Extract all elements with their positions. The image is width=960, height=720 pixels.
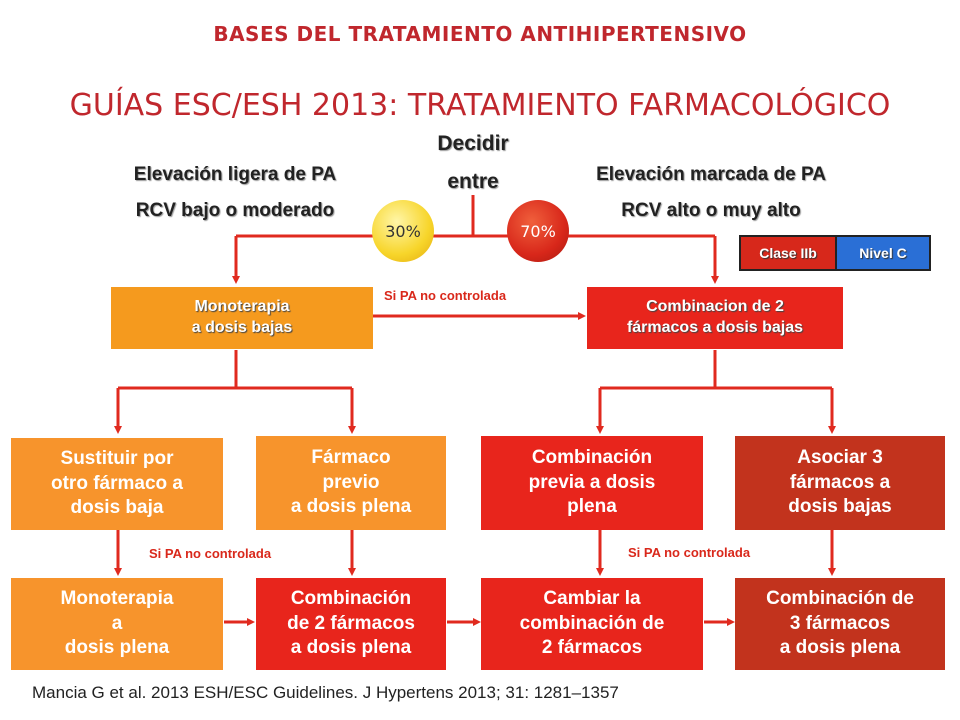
left-branch-line2: RCV bajo o moderado (135, 200, 335, 221)
right-branch-line1: Elevación marcada de PA (596, 164, 826, 185)
right-branch-line2: RCV alto o muy alto (621, 200, 801, 221)
decision-line2: entre (447, 170, 499, 193)
percent-70-circle: 70% (507, 200, 569, 262)
previous-drug-full-dose-box: Fármaco previo a dosis plena (256, 436, 446, 530)
monotherapy-low-dose-box: Monoterapia a dosis bajas (111, 287, 373, 349)
note-not-controlled-right: Si PA no controlada (628, 545, 751, 560)
evidence-class-badge: Clase IIb (739, 235, 837, 271)
decision-line1: Decidir (437, 132, 509, 155)
previous-combination-full-dose-box: Combinación previa a dosis plena (481, 436, 703, 530)
note-not-controlled-left: Si PA no controlada (149, 546, 272, 561)
left-branch-line1: Elevación ligera de PA (133, 164, 337, 185)
substitute-drug-box: Sustituir por otro fármaco a dosis baja (11, 438, 223, 530)
percent-30-circle: 30% (372, 200, 434, 262)
main-title: GUÍAS ESC/ESH 2013: TRATAMIENTO FARMACOLÓGICO (69, 88, 891, 123)
monotherapy-full-dose-box: Monoterapia a dosis plena (11, 578, 223, 670)
citation-footer: Mancia G et al. 2013 ESH/ESC Guidelines. J Hypertens 2013; 31: 1281–1357 (32, 683, 619, 702)
header-title: BASES DEL TRATAMIENTO ANTIHIPERTENSIVO (213, 22, 747, 46)
combination-2-full-dose-box: Combinación de 2 fármacos a dosis plena (256, 578, 446, 670)
combination-3-full-dose-box: Combinación de 3 fármacos a dosis plena (735, 578, 945, 670)
evidence-level-badge: Nivel C (835, 235, 931, 271)
add-3-drugs-box: Asociar 3 fármacos a dosis bajas (735, 436, 945, 530)
note-not-controlled-top: Si PA no controlada (384, 288, 507, 303)
combination-2-low-dose-box: Combinacion de 2 fármacos a dosis bajas (587, 287, 843, 349)
change-combination-box: Cambiar la combinación de 2 fármacos (481, 578, 703, 670)
